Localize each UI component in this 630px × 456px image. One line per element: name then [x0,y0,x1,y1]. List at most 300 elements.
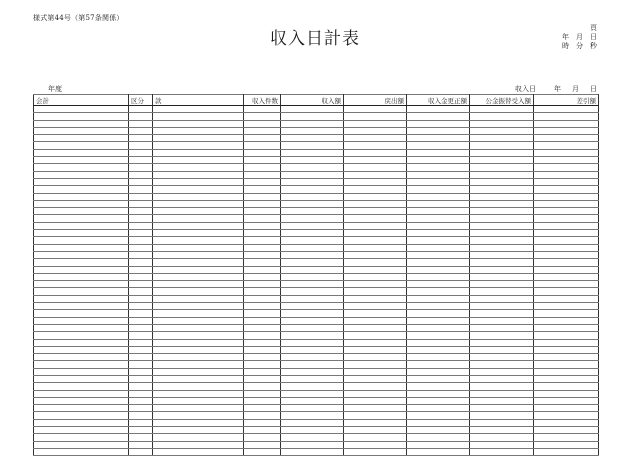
column-header-net: 差引額 [534,95,599,106]
table-row [34,149,599,156]
table-cell [281,324,344,331]
table-cell [344,193,407,200]
table-cell [344,295,407,302]
table-cell [470,273,534,280]
table-cell [153,208,244,215]
table-cell [244,273,281,280]
table-cell [281,303,344,310]
table-cell [534,324,599,331]
table-cell [470,142,534,149]
table-cell [534,237,599,244]
table-cell [344,354,407,361]
table-cell [470,120,534,127]
table-cell [534,427,599,434]
column-header-correction: 収入金更正額 [407,95,470,106]
table-cell [344,135,407,142]
table-cell [281,113,344,120]
table-cell [281,120,344,127]
table-cell [344,317,407,324]
table-cell [34,383,129,390]
table-cell [534,368,599,375]
table-cell [281,310,344,317]
table-cell [244,441,281,448]
table-cell [281,448,344,455]
column-header-refund: 戻出額 [344,95,407,106]
table-cell [344,324,407,331]
table-cell [281,419,344,426]
table-cell [534,397,599,404]
table-row [34,127,599,134]
table-cell [281,383,344,390]
table-cell [129,120,153,127]
table-cell [244,332,281,339]
table-cell [470,303,534,310]
table-cell [407,215,470,222]
table-cell [244,412,281,419]
table-cell [34,259,129,266]
table-cell [129,390,153,397]
table-cell [344,266,407,273]
table-cell [153,324,244,331]
table-cell [244,397,281,404]
table-cell [470,324,534,331]
table-cell [34,230,129,237]
table-cell [470,149,534,156]
table-cell [129,222,153,229]
table-cell [407,164,470,171]
table-cell [344,397,407,404]
table-cell [281,332,344,339]
print-time [562,42,597,51]
table-cell [344,149,407,156]
table-cell [129,310,153,317]
table-row [34,193,599,200]
table-cell [281,405,344,412]
table-row [34,412,599,419]
table-cell [407,106,470,113]
table-cell [129,142,153,149]
table-cell [470,405,534,412]
table-cell [129,200,153,207]
table-cell [407,303,470,310]
table-cell [470,354,534,361]
table-row [34,324,599,331]
table-cell [281,149,344,156]
table-cell [244,310,281,317]
table-cell [344,383,407,390]
table-cell [129,405,153,412]
table-cell [534,354,599,361]
table-cell [129,419,153,426]
table-cell [244,208,281,215]
table-cell [153,317,244,324]
table-cell [34,193,129,200]
table-cell [470,164,534,171]
table-cell [34,419,129,426]
table-cell [534,157,599,164]
table-cell [34,397,129,404]
table-row [34,368,599,375]
table-cell [153,375,244,382]
table-cell [153,222,244,229]
table-cell [344,237,407,244]
table-row [34,266,599,273]
table-cell [153,346,244,353]
table-cell [281,157,344,164]
table-cell [34,448,129,455]
table-cell [344,375,407,382]
table-cell [153,354,244,361]
table-cell [153,251,244,258]
table-cell [470,375,534,382]
table-cell [344,157,407,164]
fiscal-year-label: 年度 [48,85,62,93]
table-cell [344,361,407,368]
table-header-row [34,95,599,106]
table-cell [129,317,153,324]
table-cell [153,368,244,375]
table-cell [344,178,407,185]
table-cell [407,200,470,207]
table-cell [281,427,344,434]
receipt-date-month: 月 [572,85,579,93]
table-cell [407,295,470,302]
table-cell [153,295,244,302]
table-cell [153,273,244,280]
table-cell [281,251,344,258]
table-cell [470,135,534,142]
table-row [34,142,599,149]
table-cell [244,295,281,302]
table-cell [534,339,599,346]
table-cell [129,427,153,434]
table-cell [34,171,129,178]
table-cell [153,397,244,404]
table-cell [153,186,244,193]
table-cell [470,215,534,222]
table-row [34,346,599,353]
table-cell [244,405,281,412]
table-cell [281,339,344,346]
table-cell [244,222,281,229]
table-cell [244,149,281,156]
table-cell [344,120,407,127]
table-cell [34,390,129,397]
table-cell [281,193,344,200]
table-cell [470,434,534,441]
table-row [34,186,599,193]
table-cell [344,200,407,207]
table-cell [153,434,244,441]
table-cell [129,332,153,339]
table-cell [281,164,344,171]
table-cell [281,230,344,237]
table-cell [470,361,534,368]
table-cell [281,127,344,134]
table-cell [153,383,244,390]
table-cell [534,127,599,134]
receipt-date [515,84,597,94]
table-row [34,178,599,185]
table-row [34,251,599,258]
table-cell [244,281,281,288]
table-cell [407,186,470,193]
table-cell [129,383,153,390]
table-cell [281,375,344,382]
column-header-category: 区分 [129,95,153,106]
table-cell [244,266,281,273]
table-cell [244,244,281,251]
table-cell [407,419,470,426]
table-cell [244,434,281,441]
table-cell [534,434,599,441]
table-cell [153,200,244,207]
table-cell [407,157,470,164]
table-cell [344,368,407,375]
table-cell [470,390,534,397]
table-cell [344,427,407,434]
table-cell [281,354,344,361]
table-cell [153,405,244,412]
table-row [34,448,599,455]
table-cell [244,142,281,149]
print-date [562,33,597,42]
table-cell [534,346,599,353]
table-row [34,244,599,251]
table-cell [34,332,129,339]
table-cell [34,142,129,149]
table-cell [281,412,344,419]
table-cell [129,164,153,171]
table-cell [129,127,153,134]
table-cell [534,230,599,237]
column-header-kan: 款 [153,95,244,106]
table-cell [344,230,407,237]
table-cell [34,208,129,215]
table-cell [407,193,470,200]
table-cell [129,288,153,295]
table-cell [153,361,244,368]
table-cell [281,244,344,251]
table-cell [129,244,153,251]
table-cell [34,324,129,331]
table-row [34,354,599,361]
table-cell [470,251,534,258]
table-cell [34,106,129,113]
table-cell [470,244,534,251]
table-cell [153,237,244,244]
table-cell [34,113,129,120]
table-cell [344,405,407,412]
table-cell [534,178,599,185]
table-cell [470,295,534,302]
table-cell [534,295,599,302]
table-cell [281,266,344,273]
table-cell [344,339,407,346]
table-cell [407,171,470,178]
table-cell [153,441,244,448]
table-row [34,427,599,434]
table-cell [244,339,281,346]
table-cell [281,135,344,142]
table-cell [281,346,344,353]
table-cell [534,135,599,142]
table-cell [407,127,470,134]
table-cell [281,142,344,149]
table-cell [344,288,407,295]
table-cell [407,208,470,215]
table-cell [244,448,281,455]
table-cell [129,230,153,237]
table-row [34,317,599,324]
table-cell [407,149,470,156]
table-cell [34,339,129,346]
table-row [34,171,599,178]
table-cell [534,448,599,455]
table-cell [34,251,129,258]
table-cell [407,113,470,120]
table-cell [34,135,129,142]
table-cell [407,142,470,149]
receipt-date-label: 収入日 [515,85,536,93]
table-cell [244,230,281,237]
table-cell [153,303,244,310]
table-cell [153,113,244,120]
table-cell [244,120,281,127]
table-cell [129,448,153,455]
table-cell [244,303,281,310]
table-cell [534,383,599,390]
table-cell [470,383,534,390]
table-cell [244,171,281,178]
table-cell [344,259,407,266]
table-cell [470,397,534,404]
form-number: 様式第44号（第57条関係） [33,14,124,22]
table-cell [281,215,344,222]
table-cell [534,171,599,178]
receipt-date-year: 年 [554,85,561,93]
table-cell [407,251,470,258]
table-cell [470,310,534,317]
table-cell [470,259,534,266]
table-cell [129,259,153,266]
table-cell [407,390,470,397]
table-cell [534,317,599,324]
table-row [34,135,599,142]
table-cell [281,178,344,185]
table-cell [244,135,281,142]
table-cell [129,354,153,361]
table-cell [534,106,599,113]
table-cell [534,310,599,317]
table-cell [534,259,599,266]
table-cell [344,186,407,193]
table-cell [407,405,470,412]
table-cell [344,303,407,310]
table-cell [34,215,129,222]
table-cell [244,237,281,244]
table-cell [153,178,244,185]
table-cell [153,149,244,156]
table-cell [153,427,244,434]
table-row [34,113,599,120]
table-cell [281,441,344,448]
table-cell [407,317,470,324]
receipt-date-day: 日 [590,85,597,93]
table-cell [129,171,153,178]
table-cell [153,281,244,288]
table-cell [129,375,153,382]
table-cell [153,332,244,339]
table-cell [344,412,407,419]
table-cell [470,339,534,346]
table-cell [534,332,599,339]
table-cell [534,288,599,295]
table-cell [470,200,534,207]
table-cell [153,164,244,171]
table-cell [34,412,129,419]
table-cell [534,149,599,156]
table-row [34,361,599,368]
table-cell [407,354,470,361]
table-cell [407,346,470,353]
table-cell [129,368,153,375]
table-cell [407,244,470,251]
table-cell [129,434,153,441]
table-cell [129,397,153,404]
table-cell [34,266,129,273]
table-cell [281,434,344,441]
table-body [34,106,599,456]
table-cell [534,281,599,288]
table-cell [470,266,534,273]
table-cell [534,419,599,426]
table-cell [129,441,153,448]
table-cell [470,281,534,288]
table-cell [34,346,129,353]
table-cell [153,390,244,397]
table-cell [534,405,599,412]
table-cell [153,127,244,134]
table-cell [344,171,407,178]
table-cell [470,448,534,455]
table-cell [470,113,534,120]
table-cell [534,361,599,368]
table-cell [470,193,534,200]
table-cell [470,332,534,339]
table-cell [129,251,153,258]
page-label: 頁 [590,24,597,32]
daily-revenue-table [33,94,599,456]
table-cell [244,251,281,258]
table-cell [534,164,599,171]
table-cell [407,230,470,237]
table-cell [344,215,407,222]
table-cell [34,303,129,310]
table-row [34,106,599,113]
table-cell [34,295,129,302]
table-cell [344,106,407,113]
table-cell [34,127,129,134]
table-cell [129,193,153,200]
table-cell [244,354,281,361]
table-cell [407,259,470,266]
table-cell [281,295,344,302]
table-row [34,200,599,207]
table-cell [34,222,129,229]
table-cell [407,222,470,229]
table-cell [34,310,129,317]
